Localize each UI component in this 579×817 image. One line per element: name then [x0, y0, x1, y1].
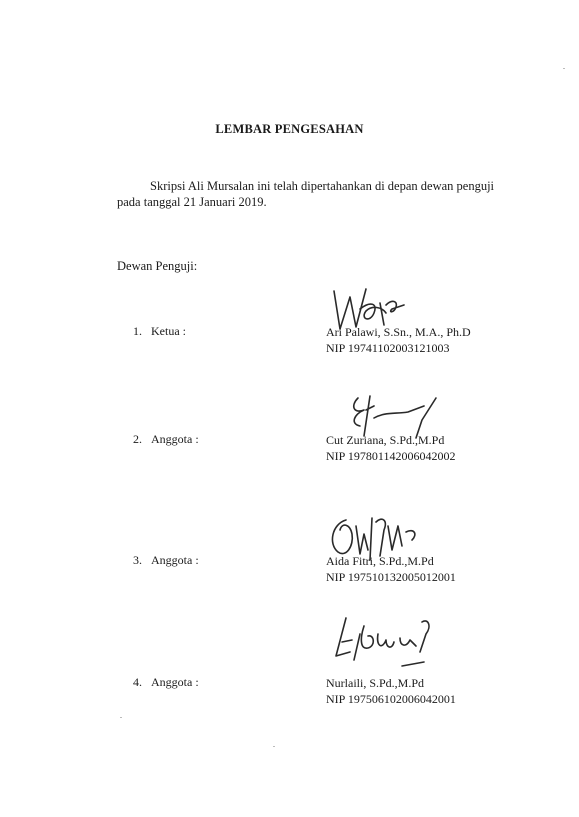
examiner-1 — [326, 324, 471, 356]
examiner-number: 2. — [133, 432, 142, 446]
examiner-3 — [326, 553, 456, 585]
signature-4 — [330, 612, 450, 674]
examiner-panel-label: Dewan Penguji: — [117, 259, 198, 273]
scan-speck — [120, 717, 122, 718]
examiner-nip: NIP 19741102003121003 — [326, 341, 450, 355]
examiner-number: 4. — [133, 675, 142, 689]
examiner-role-1 — [133, 324, 186, 339]
examiner-nip: NIP 197510132005012001 — [326, 570, 456, 584]
examiner-name: Aida Fitri, S.Pd.,M.Pd — [326, 554, 434, 568]
scan-speck — [563, 68, 565, 69]
examiner-role-label: Ketua : — [151, 324, 186, 338]
examiner-name: Ari Palawi, S.Sn., M.A., Ph.D — [326, 325, 471, 339]
examiner-number: 3. — [133, 553, 142, 567]
examiner-role-label: Anggota : — [151, 553, 199, 567]
examiner-role-4 — [133, 675, 199, 690]
examiner-role-3 — [133, 553, 199, 568]
examiner-name: Nurlaili, S.Pd.,M.Pd — [326, 676, 425, 690]
examiner-name: Cut Zuriana, S.Pd.,M.Pd — [326, 433, 445, 447]
examiner-number: 1. — [133, 324, 142, 338]
scan-speck — [273, 746, 275, 747]
examiner-4 — [326, 675, 456, 707]
page-title: LEMBAR PENGESAHAN — [215, 122, 364, 136]
approval-statement: Skripsi Ali Mursalan ini telah dipertahankan di depan dewan penguji pada tanggal 21 Januari 2019. — [117, 179, 495, 209]
examiner-nip: NIP 197506102006042001 — [326, 692, 456, 706]
examiner-role-2 — [133, 432, 199, 447]
examiner-nip: NIP 197801142006042002 — [326, 449, 456, 463]
examiner-role-label: Anggota : — [151, 675, 199, 689]
examiner-2 — [326, 432, 455, 464]
examiner-role-label: Anggota : — [151, 432, 199, 446]
